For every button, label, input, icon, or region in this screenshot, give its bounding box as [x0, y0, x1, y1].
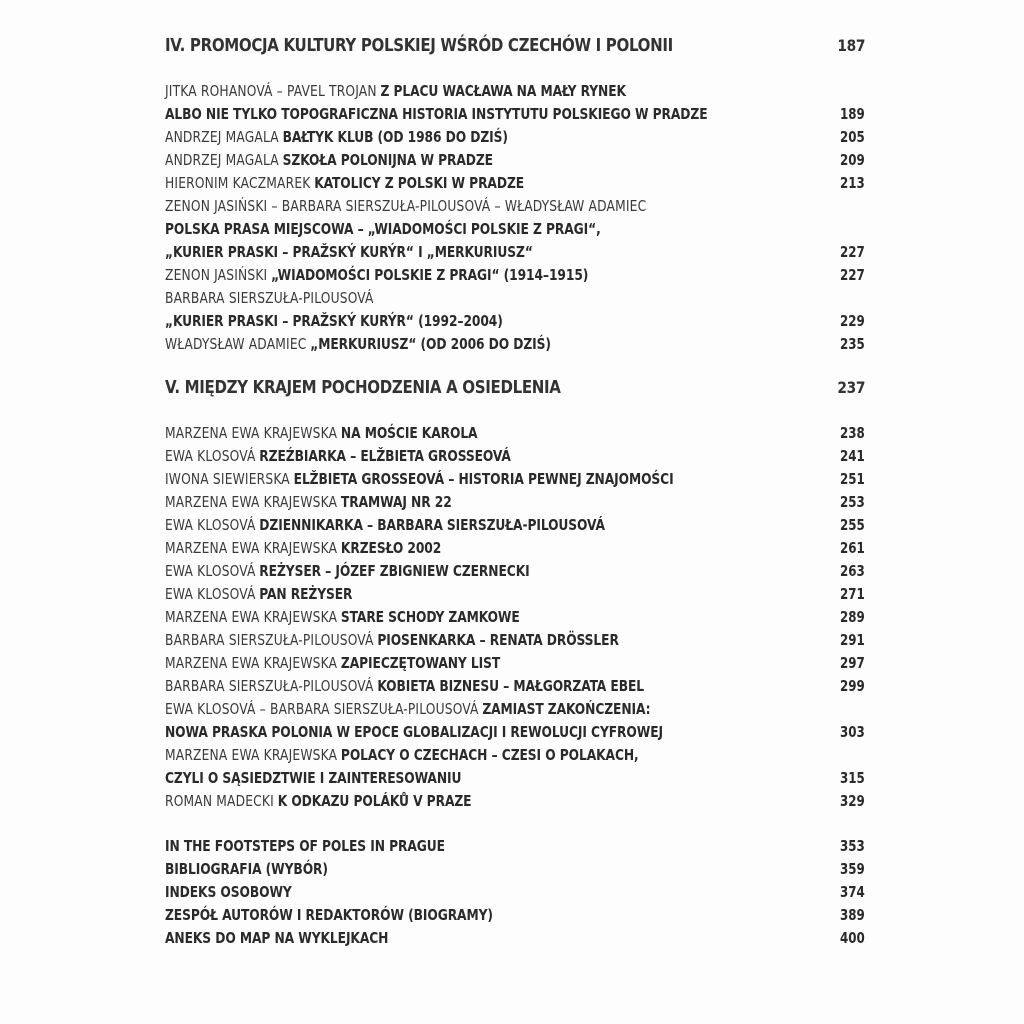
entry-text — [165, 264, 588, 287]
entry-title: NOWA PRASKA POLONIA W EPOCE GLOBALIZACJI I REWOLUCJI CYFROWEJ — [165, 723, 663, 741]
toc-entry — [165, 629, 865, 652]
entry-text — [165, 767, 461, 790]
entry-text — [165, 675, 644, 698]
toc-entry — [165, 264, 865, 287]
section-title: IV. PROMOCJA KULTURY POLSKIEJ WŚRÓD CZECHÓW I POLONII — [165, 36, 673, 56]
entry-page-number: 205 — [839, 128, 865, 146]
entry-page-number: 353 — [839, 837, 865, 855]
entry-title: IN THE FOOTSTEPS OF POLES IN PRAGUE — [165, 837, 445, 855]
entry-title: BIBLIOGRAFIA (WYBÓR) — [165, 860, 328, 878]
entry-text — [165, 560, 530, 583]
back-matter-entries — [165, 835, 865, 950]
entry-title: TRAMWAJ NR 22 — [340, 493, 452, 511]
entry-author: ANDRZEJ MAGALA — [165, 151, 279, 169]
entry-author: BARBARA SIERSZUŁA-PILOUSOVÁ — [165, 677, 374, 695]
entry-text — [165, 218, 601, 241]
entry-text — [165, 445, 511, 468]
entry-page-number: 289 — [839, 608, 865, 626]
entry-text — [165, 927, 388, 950]
entry-text — [165, 333, 551, 356]
entry-author: JITKA ROHANOVÁ – PAVEL TROJAN — [165, 82, 377, 100]
entry-page-number: 255 — [839, 516, 865, 534]
entry-page-number: 299 — [839, 677, 865, 695]
entry-text — [165, 698, 650, 721]
entry-title: K ODKAZU POLÁKŮ V PRAZE — [277, 792, 472, 810]
toc-entry — [165, 835, 865, 858]
toc-entry — [165, 103, 865, 126]
entry-text — [165, 652, 500, 675]
toc-entry — [165, 858, 865, 881]
section-title: V. MIĘDZY KRAJEM POCHODZENIA A OSIEDLENIA — [165, 378, 561, 398]
entry-author: IWONA SIEWIERSKA — [165, 470, 290, 488]
entry-author: EWA KLOSOVÁ — [165, 447, 256, 465]
toc-entry — [165, 491, 865, 514]
entry-title: STARE SCHODY ZAMKOWE — [340, 608, 520, 626]
entry-author: ZENON JASIŃSKI – BARBARA SIERSZUŁA-PILOUSOVÁ – WŁADYSŁAW ADAMIEC — [165, 197, 647, 215]
entry-text — [165, 881, 292, 904]
entry-text — [165, 126, 508, 149]
entry-title: ZAPIECZĘTOWANY LIST — [340, 654, 501, 672]
entry-text — [165, 583, 352, 606]
toc-entry — [165, 445, 865, 468]
entry-page-number: 227 — [839, 243, 865, 261]
entry-text — [165, 241, 533, 264]
entry-title: „KURIER PRASKI – PRAŽSKÝ KURÝR“ I „MERKURIUSZ“ — [165, 243, 533, 261]
entry-title: BAŁTYK KLUB (OD 1986 DO DZIŚ) — [282, 128, 508, 146]
entry-text — [165, 172, 524, 195]
entry-author: ZENON JASIŃSKI — [165, 266, 268, 284]
entry-text — [165, 468, 674, 491]
entry-title: „KURIER PRASKI – PRAŽSKÝ KURÝR“ (1992–2004) — [165, 312, 503, 330]
entry-title: DZIENNIKARKA – BARBARA SIERSZUŁA-PILOUSOVÁ — [259, 516, 605, 534]
toc-entry — [165, 80, 865, 103]
section-entries — [165, 422, 865, 813]
entry-text — [165, 790, 471, 813]
section-heading — [165, 36, 865, 56]
entry-text — [165, 287, 374, 310]
entry-text — [165, 629, 619, 652]
entry-title: ANEKS DO MAP NA WYKLEJKACH — [165, 929, 389, 947]
entry-page-number: 261 — [839, 539, 865, 557]
entry-title: KRZESŁO 2002 — [340, 539, 442, 557]
toc-entry — [165, 468, 865, 491]
entry-text — [165, 606, 520, 629]
toc-entry — [165, 172, 865, 195]
toc-entry — [165, 767, 865, 790]
entry-author: MARZENA EWA KRAJEWSKA — [165, 746, 338, 764]
entry-text — [165, 103, 707, 126]
toc-entry — [165, 744, 865, 767]
entry-title: Z PLACU WACŁAWA NA MAŁY RYNEK — [380, 82, 626, 100]
section-page-number: 237 — [837, 378, 866, 397]
entry-text — [165, 514, 605, 537]
entry-text — [165, 904, 493, 927]
entry-author: MARZENA EWA KRAJEWSKA — [165, 493, 338, 511]
toc-entry — [165, 606, 865, 629]
entry-author: MARZENA EWA KRAJEWSKA — [165, 424, 338, 442]
toc-entry — [165, 721, 865, 744]
toc-entry — [165, 333, 865, 356]
section-page-number: 187 — [837, 36, 866, 55]
entry-page-number: 315 — [839, 769, 865, 787]
entry-author: EWA KLOSOVÁ — [165, 585, 256, 603]
toc-entry — [165, 927, 865, 950]
entry-title: KATOLICY Z POLSKI W PRADZE — [314, 174, 525, 192]
entry-author: WŁADYSŁAW ADAMIEC — [165, 335, 307, 353]
entry-title: INDEKS OSOBOWY — [165, 883, 292, 901]
entry-author: MARZENA EWA KRAJEWSKA — [165, 539, 338, 557]
entry-page-number: 251 — [839, 470, 865, 488]
toc-entry — [165, 195, 865, 218]
entry-text — [165, 721, 663, 744]
entry-title: ZESPÓŁ AUTORÓW I REDAKTORÓW (BIOGRAMY) — [165, 906, 493, 924]
entry-text — [165, 537, 441, 560]
entry-author: BARBARA SIERSZUŁA-PILOUSOVÁ — [165, 631, 374, 649]
entry-page-number: 209 — [839, 151, 865, 169]
entry-page-number: 329 — [839, 792, 865, 810]
entry-page-number: 241 — [839, 447, 865, 465]
entry-page-number: 263 — [839, 562, 865, 580]
entry-text — [165, 310, 503, 333]
toc-entry — [165, 514, 865, 537]
entry-page-number: 303 — [839, 723, 865, 741]
entry-text — [165, 491, 452, 514]
entry-page-number: 227 — [839, 266, 865, 284]
entry-author: MARZENA EWA KRAJEWSKA — [165, 654, 338, 672]
entry-title: ZAMIAST ZAKOŃCZENIA: — [482, 700, 651, 718]
entry-title: PIOSENKARKA – RENATA DRÖSSLER — [377, 631, 619, 649]
entry-author: EWA KLOSOVÁ — [165, 562, 256, 580]
entry-author: EWA KLOSOVÁ – BARBARA SIERSZUŁA-PILOUSOVÁ — [165, 700, 479, 718]
entry-title: NA MOŚCIE KAROLA — [340, 424, 478, 442]
entry-page-number: 213 — [839, 174, 865, 192]
entry-text — [165, 744, 639, 767]
entry-title: ELŽBIETA GROSSEOVÁ – HISTORIA PEWNEJ ZNAJOMOŚCI — [293, 470, 674, 488]
entry-author: ROMAN MADECKI — [165, 792, 274, 810]
section-heading — [165, 378, 865, 398]
entry-title: RZEŹBIARKA – ELŽBIETA GROSSEOVÁ — [259, 447, 511, 465]
table-of-contents — [165, 36, 865, 950]
toc-entry — [165, 790, 865, 813]
entry-title: KOBIETA BIZNESU – MAŁGORZATA EBEL — [377, 677, 644, 695]
entry-title: POLSKA PRASA MIEJSCOWA – „WIADOMOŚCI POLSKIE Z PRAGI“, — [165, 220, 601, 238]
entry-title: REŻYSER – JÓZEF ZBIGNIEW CZERNECKI — [259, 562, 530, 580]
entry-page-number: 253 — [839, 493, 865, 511]
entry-page-number: 400 — [839, 929, 865, 947]
entry-title: SZKOŁA POLONIJNA W PRADZE — [282, 151, 493, 169]
toc-entry — [165, 149, 865, 172]
entry-author: MARZENA EWA KRAJEWSKA — [165, 608, 338, 626]
entry-page-number: 359 — [839, 860, 865, 878]
toc-entry — [165, 537, 865, 560]
entry-text — [165, 835, 445, 858]
entry-page-number: 229 — [839, 312, 865, 330]
toc-entry — [165, 881, 865, 904]
entry-title: CZYLI O SĄSIEDZTWIE I ZAINTERESOWANIU — [165, 769, 462, 787]
entry-text — [165, 858, 328, 881]
entry-text — [165, 195, 646, 218]
entry-page-number: 189 — [839, 105, 865, 123]
toc-entry — [165, 675, 865, 698]
entry-text — [165, 80, 626, 103]
entry-page-number: 297 — [839, 654, 865, 672]
entry-author: BARBARA SIERSZUŁA-PILOUSOVÁ — [165, 289, 374, 307]
toc-entry — [165, 218, 865, 241]
entry-title: „WIADOMOŚCI POLSKIE Z PRAGI“ (1914–1915) — [271, 266, 589, 284]
toc-entry — [165, 652, 865, 675]
entry-text — [165, 149, 493, 172]
entry-page-number: 271 — [839, 585, 865, 603]
toc-entry — [165, 126, 865, 149]
entry-text — [165, 422, 477, 445]
entry-title: PAN REŻYSER — [259, 585, 353, 603]
entry-page-number: 238 — [839, 424, 865, 442]
toc-entry — [165, 287, 865, 310]
toc-entry — [165, 310, 865, 333]
entry-title: „MERKURIUSZ“ (OD 2006 DO DZIŚ) — [310, 335, 551, 353]
entry-page-number: 235 — [839, 335, 865, 353]
entry-author: ANDRZEJ MAGALA — [165, 128, 279, 146]
entry-page-number: 374 — [839, 883, 865, 901]
entry-title: ALBO NIE TYLKO TOPOGRAFICZNA HISTORIA INSTYTUTU POLSKIEGO W PRADZE — [165, 105, 708, 123]
toc-entry — [165, 241, 865, 264]
entry-title: POLACY O CZECHACH – CZESI O POLAKACH, — [340, 746, 639, 764]
toc-entry — [165, 422, 865, 445]
toc-entry — [165, 583, 865, 606]
toc-entry — [165, 698, 865, 721]
entry-author: EWA KLOSOVÁ — [165, 516, 256, 534]
toc-entry — [165, 904, 865, 927]
entry-author: HIERONIM KACZMAREK — [165, 174, 311, 192]
toc-entry — [165, 560, 865, 583]
entry-page-number: 291 — [839, 631, 865, 649]
entry-page-number: 389 — [839, 906, 865, 924]
section-entries — [165, 80, 865, 356]
